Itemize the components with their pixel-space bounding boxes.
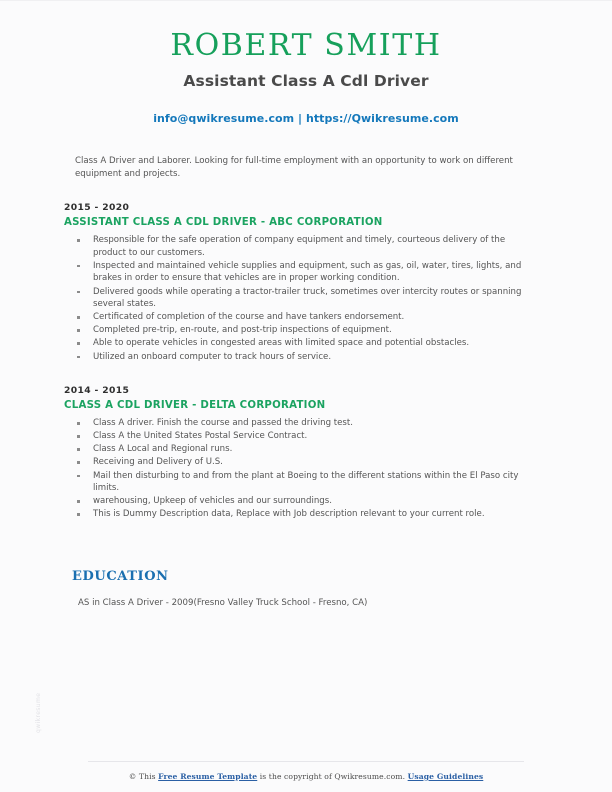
job-title: ASSISTANT CLASS A CDL DRIVER - ABC CORPORATION (64, 217, 383, 229)
free-resume-template-link[interactable]: Free Resume Template (158, 772, 258, 781)
page-title: ROBERT SMITH (170, 28, 442, 63)
job-bullet-list (64, 234, 538, 363)
list-item: warehousing, Upkeep of vehicles and our surroundings. (64, 495, 538, 508)
experience-entry (64, 384, 538, 521)
list-item: Utilized an onboard computer to track hours of service. (64, 351, 538, 364)
education-heading: EDUCATION (72, 568, 169, 584)
list-item: Delivered goods while operating a tractor-trailer truck, sometimes over intercity routes or spanning several states. (64, 286, 538, 311)
summary-text: Class A Driver and Laborer. Looking for full-time employment with an opportunity to work on different equipment and projects. (75, 156, 513, 179)
list-item: Certificated of completion of the course and have tankers endorsement. (64, 311, 538, 324)
footer-text (0, 771, 612, 782)
job-dates: 2014 - 2015 (64, 385, 130, 397)
usage-guidelines-link[interactable]: Usage Guidelines (407, 772, 484, 781)
job-bullet-list (64, 417, 538, 521)
list-item: This is Dummy Description data, Replace with Job description relevant to your current role. (64, 508, 538, 521)
candidate-role: Assistant Class A Cdl Driver (183, 72, 429, 90)
experience-entry (64, 201, 538, 363)
footer-prefix: © This (128, 772, 159, 781)
contact-line[interactable]: info@qwikresume.com | https://Qwikresume.com (153, 112, 459, 125)
job-title: CLASS A CDL DRIVER - DELTA CORPORATION (64, 400, 326, 412)
list-item: Mail then disturbing to and from the plant at Boeing to the different stations within the El Paso city limits. (64, 470, 538, 495)
list-item: Completed pre-trip, en-route, and post-trip inspections of equipment. (64, 324, 538, 337)
page-footer (0, 761, 612, 782)
list-item: Class A the United States Postal Service Contract. (64, 430, 538, 443)
list-item: Inspected and maintained vehicle supplies and equipment, such as gas, oil, water, tires, lights, and brakes in order to ensure that vehicles are in proper working condition. (64, 260, 538, 285)
education-entry: AS in Class A Driver - 2009(Fresno Valley Truck School - Fresno, CA) (78, 597, 368, 608)
list-item: Responsible for the safe operation of company equipment and timely, courteous delivery of the product to our customers. (64, 234, 538, 259)
side-watermark: qwikresume (35, 692, 42, 733)
footer-middle: is the copyright of Qwikresume.com. (257, 772, 408, 781)
list-item: Able to operate vehicles in congested areas with limited space and potential obstacles. (64, 337, 538, 350)
education-section (64, 568, 538, 610)
footer-divider (88, 761, 524, 762)
list-item: Class A Local and Regional runs. (64, 443, 538, 456)
list-item: Receiving and Delivery of U.S. (64, 456, 538, 469)
list-item: Class A driver. Finish the course and passed the driving test. (64, 417, 538, 430)
job-dates: 2015 - 2020 (64, 202, 130, 214)
resume-header (0, 1, 612, 126)
resume-content (0, 155, 612, 609)
